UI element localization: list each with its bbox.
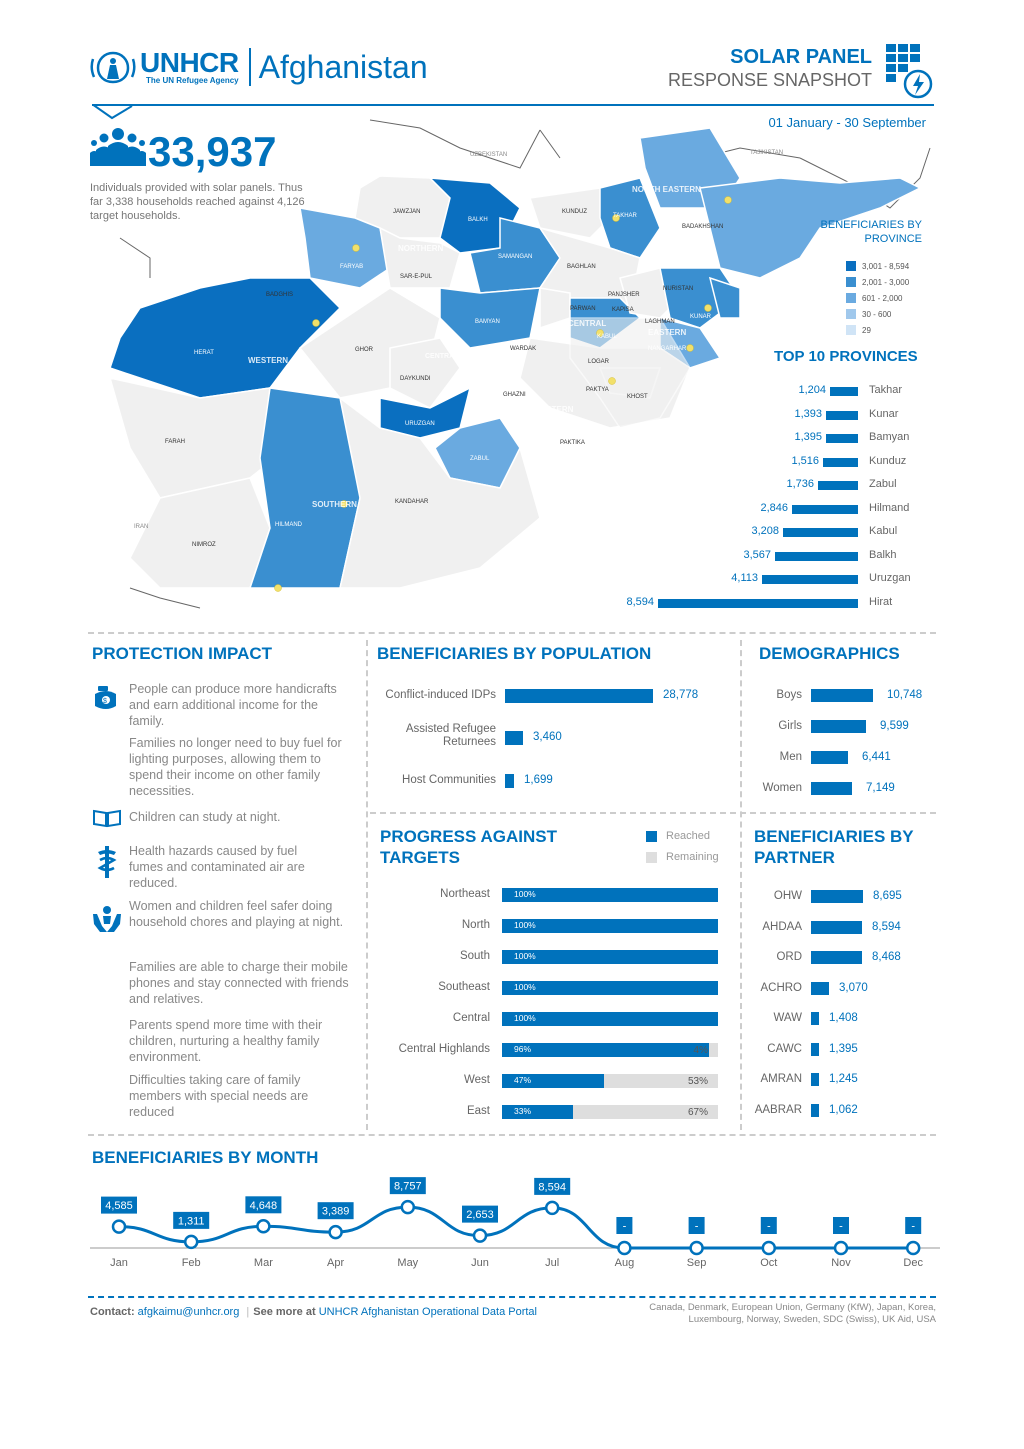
svg-text:$: $	[103, 698, 107, 705]
org-name: UNHCR	[140, 46, 239, 78]
province-label: HILMAND	[275, 522, 303, 528]
impact-text: Health hazards caused by fuel fumes and contaminated air are reduced.	[129, 844, 305, 890]
month-point	[907, 1242, 919, 1254]
top10-bar	[775, 552, 858, 561]
population-label: Host Communities	[402, 774, 496, 786]
top10-name: Hirat	[869, 595, 893, 608]
top10-name: Takhar	[869, 384, 903, 396]
legend-item	[846, 322, 909, 338]
province-label: BALKH	[468, 217, 488, 223]
legend-swatch	[846, 293, 856, 303]
top10-name: Hilmand	[869, 501, 910, 514]
progress-reached-label: 100%	[514, 951, 536, 961]
section-divider	[370, 812, 936, 814]
partner-label: ACHRO	[760, 981, 802, 994]
org-subtitle: The UN Refugee Agency	[146, 75, 239, 85]
country-label: IRAN	[134, 524, 149, 530]
partner-bar	[811, 1012, 819, 1025]
top10-bar	[826, 411, 858, 420]
impact-text: Difficulties taking care of family members with special needs are reduced	[129, 1073, 309, 1119]
progress-remaining-label: 67%	[687, 1107, 708, 1118]
region-label: SOUTH EASTERN	[505, 405, 574, 414]
top10-bar	[762, 575, 858, 584]
partner-value: 8,594	[872, 920, 901, 933]
progress-track	[502, 1105, 718, 1119]
top10-value: 1,395	[794, 431, 822, 443]
region-label: SOUTHERN	[312, 500, 357, 509]
progress-track	[502, 981, 718, 995]
province-label: BADAKHSHAN	[682, 224, 724, 230]
impact-text: People can produce more handicrafts and earn additional income for the family.	[129, 682, 337, 728]
month-point	[185, 1236, 197, 1248]
top10-value: 2,846	[760, 501, 788, 514]
map-legend-title: BENEFICIARIES BY PROVINCE	[820, 219, 922, 245]
month-tick-label: Feb	[181, 1257, 201, 1269]
province-label: NURISTAN	[663, 286, 694, 292]
demographics-bar	[811, 782, 852, 795]
progress-reached-label: 33%	[514, 1106, 532, 1116]
protection-hands-icon	[92, 904, 122, 932]
data-portal-link[interactable]: UNHCR Afghanistan Operational Data Portal	[318, 1306, 537, 1318]
impact-text: Children can study at night.	[129, 810, 281, 824]
month-tick-label: Jun	[471, 1257, 489, 1269]
progress-label: West	[464, 1074, 490, 1086]
partner-label: AABRAR	[754, 1103, 802, 1116]
top10-value: 3,567	[743, 548, 771, 561]
population-value: 28,778	[663, 689, 699, 701]
province-label: DAYKUNDI	[400, 376, 431, 382]
contact-email-link[interactable]: afgkaimu@unhcr.org	[137, 1306, 240, 1318]
population-bar	[505, 689, 653, 703]
month-point	[113, 1221, 125, 1233]
legend-remaining	[646, 851, 719, 863]
region-label: NORTH EASTERN	[632, 185, 701, 194]
progress-track	[502, 1043, 718, 1057]
top10-bar	[830, 387, 858, 396]
partner-label: AMRAN	[760, 1073, 802, 1085]
partner-value: 1,245	[829, 1073, 858, 1085]
report-title: SOLAR PANEL	[730, 46, 872, 68]
partner-bar	[811, 890, 863, 903]
legend-label: 601 - 2,000	[862, 293, 903, 303]
month-point	[835, 1242, 847, 1254]
progress-track	[502, 919, 718, 933]
top10-bar	[783, 528, 858, 537]
population-value: 1,699	[524, 774, 553, 786]
progress-reached-label: 100%	[514, 920, 536, 930]
province-label: WARDAK	[510, 346, 537, 352]
month-value-label: -	[766, 1220, 771, 1233]
province-label: BAMYAN	[475, 319, 500, 325]
partner-bar	[811, 921, 862, 934]
month-value-label: 8,757	[394, 1180, 422, 1193]
province-label: LOGAR	[588, 359, 610, 365]
province-label: SAMANGAN	[498, 254, 533, 260]
month-tick-label: Oct	[760, 1257, 778, 1269]
unhcr-logo	[90, 48, 428, 86]
month-tick-label: Apr	[327, 1257, 345, 1269]
solar-panel-icon	[882, 42, 936, 102]
legend-label: Remaining	[666, 851, 719, 863]
legend-label: Reached	[666, 830, 711, 842]
month-value-label: -	[622, 1220, 627, 1233]
partner-value: 8,468	[872, 951, 901, 963]
legend-item	[846, 306, 909, 322]
province-label: NIMROZ	[192, 542, 216, 548]
month-tick-label: Jul	[545, 1257, 560, 1269]
province-label: JAWZJAN	[393, 209, 421, 215]
province-label: HERAT	[194, 350, 214, 356]
month-point	[257, 1220, 269, 1232]
province-label: GHOR	[355, 347, 373, 353]
top10-name: Balkh	[869, 548, 897, 561]
month-tick-label: Dec	[903, 1257, 923, 1269]
impact-text: Families are able to charge their mobile phones and stay connected with friends and relatives.	[129, 960, 349, 1006]
demographics-label: Girls	[778, 720, 802, 732]
top10-value: 1,393	[794, 407, 822, 420]
month-value-label: 2,653	[466, 1209, 494, 1222]
unhcr-emblem-icon	[90, 49, 136, 85]
legend-label: 3,001 - 8,594	[862, 261, 910, 271]
top10-value: 4,113	[731, 572, 758, 584]
month-tick-label: May	[397, 1257, 419, 1269]
map-legend	[846, 258, 909, 338]
province-label: KHOST	[627, 394, 648, 400]
month-series-line	[119, 1207, 916, 1248]
province-label: BAGHLAN	[567, 264, 596, 270]
month-point	[691, 1242, 703, 1254]
progress-label: North	[461, 919, 490, 931]
top10-name: Kunduz	[869, 454, 907, 467]
legend-swatch	[846, 309, 856, 319]
progress-track	[502, 888, 718, 902]
top10-value: 1,516	[791, 454, 819, 467]
legend-swatch	[846, 325, 856, 335]
province-label: NANGARHAR	[648, 346, 687, 352]
month-value-label: 1,311	[177, 1215, 205, 1228]
total-beneficiaries: 33,937	[148, 128, 277, 175]
month-value-label: 4,585	[105, 1200, 133, 1213]
legend-item	[846, 274, 909, 290]
column-divider	[740, 640, 742, 1130]
month-point	[330, 1226, 342, 1238]
legend-reached	[646, 830, 710, 842]
impact-text: Families no longer need to buy fuel for lighting purposes, allowing them to spend their income on other family necessities.	[129, 736, 342, 798]
province-label: PARWAN	[570, 306, 596, 312]
demographics-value: 7,149	[866, 782, 895, 794]
province-label: KUNAR	[690, 314, 712, 320]
province-label: KAPISA	[612, 307, 634, 313]
top10-name: Bamyan	[869, 431, 910, 443]
province-label: GHAZNI	[503, 392, 526, 398]
legend-swatch	[646, 852, 657, 863]
population-title: BENEFICIARIES BY POPULATION	[377, 644, 652, 663]
province-label: BADGHIS	[266, 292, 294, 298]
province-label: KUNDUZ	[562, 209, 587, 215]
progress-fill	[502, 1105, 573, 1119]
footer-divider	[88, 1296, 936, 1298]
demographics-bar	[811, 751, 848, 764]
partner-value: 1,062	[829, 1103, 858, 1116]
demographics-bar	[811, 689, 873, 702]
progress-remaining-label: 53%	[687, 1076, 708, 1087]
top10-bar	[658, 599, 858, 608]
province-label: ZABUL	[470, 456, 490, 462]
month-tick-label: Jan	[110, 1257, 128, 1269]
top10-bar	[792, 505, 858, 514]
month-value-label: -	[839, 1220, 843, 1233]
top10-bar	[823, 458, 858, 467]
section-divider	[88, 1134, 936, 1136]
more-label: See more at	[253, 1306, 316, 1318]
partner-label: OHW	[773, 890, 802, 902]
top10-name: Uruzgan	[869, 572, 911, 584]
month-tick-label: Mar	[253, 1257, 273, 1269]
reporting-period: 01 January - 30 September	[768, 115, 926, 130]
book-icon	[92, 808, 122, 828]
legend-item	[846, 290, 909, 306]
donors-list: Canada, Denmark, European Union, Germany (KfW), Japan, Korea, Luxembourg, Norway, Sweden, SDC (Swiss), UK Aid, USA	[649, 1302, 936, 1325]
partner-bar	[811, 1104, 819, 1117]
province-label: FARAH	[165, 439, 186, 445]
month-point	[546, 1202, 558, 1214]
region-label: CENTRAL	[568, 319, 607, 328]
top10-value: 1,204	[798, 384, 826, 396]
province-label: LAGHMAN	[645, 319, 675, 325]
impact-text: Parents spend more time with their children, nurturing a healthy family environment.	[129, 1018, 323, 1064]
region-label: CENTRAL HIGHLANDS	[425, 353, 502, 360]
month-value-label: 8,594	[538, 1181, 566, 1194]
impact-text: Women and children feel safer doing household chores and playing at night.	[129, 899, 344, 929]
top10-value: 3,208	[751, 525, 779, 537]
legend-label: 30 - 600	[862, 309, 892, 319]
region-label: EASTERN	[648, 328, 687, 337]
province-label: URUZGAN	[405, 421, 435, 427]
demographics-bar	[811, 720, 866, 733]
country-label: TAJIKISTAN	[750, 150, 784, 156]
month-tick-label: Nov	[831, 1257, 851, 1269]
partner-value: 1,408	[829, 1012, 858, 1024]
partner-value: 1,395	[829, 1042, 858, 1055]
demographics-label: Women	[762, 782, 802, 794]
month-value-label: -	[911, 1220, 916, 1233]
partner-value: 8,695	[873, 890, 902, 902]
month-tick-label: Sep	[686, 1257, 707, 1269]
province-label: FARYAB	[340, 264, 364, 270]
province-label: TAKHAR	[613, 213, 637, 219]
month-chart-title: BENEFICIARIES BY MONTH	[92, 1148, 319, 1167]
legend-swatch	[846, 261, 856, 271]
population-bar	[505, 774, 514, 788]
province-label: KANDAHAR	[395, 499, 429, 505]
month-point	[474, 1230, 486, 1242]
province-label: KABUL	[597, 334, 617, 340]
partner-value: 3,070	[839, 981, 868, 994]
progress-track	[502, 1074, 718, 1088]
protection-title: PROTECTION IMPACT	[92, 644, 273, 663]
month-value-label: 4,648	[249, 1199, 278, 1212]
province-label: PAKTYA	[586, 387, 609, 393]
month-point	[618, 1242, 630, 1254]
demographics-value: 10,748	[887, 689, 923, 701]
province-label: PANJSHER	[608, 292, 640, 298]
demographics-value: 9,599	[880, 720, 909, 732]
demographics-value: 6,441	[862, 751, 891, 763]
handicraft-icon	[92, 684, 120, 712]
top10-bar	[818, 481, 858, 490]
top10-bar	[826, 434, 858, 443]
month-point	[763, 1242, 775, 1254]
month-line-chart	[0, 1170, 1024, 1280]
progress-reached-label: 100%	[514, 1013, 536, 1023]
population-label: Conflict-induced IDPs	[385, 689, 496, 701]
partner-label: CAWC	[767, 1042, 802, 1055]
partner-label: WAW	[773, 1012, 802, 1024]
legend-swatch	[646, 831, 657, 842]
partner-bar	[811, 1073, 819, 1086]
progress-title: PROGRESS AGAINST TARGETS	[380, 827, 557, 867]
top10-title: TOP 10 PROVINCES	[774, 348, 918, 365]
population-bar	[505, 731, 523, 745]
month-value-label: -	[694, 1220, 699, 1233]
month-value-label: 3,389	[321, 1205, 350, 1218]
progress-label: Southeast	[438, 981, 490, 993]
progress-reached-label: 100%	[514, 889, 536, 899]
partner-bar	[811, 951, 862, 964]
progress-track	[502, 950, 718, 964]
region-label: WESTERN	[248, 356, 288, 365]
progress-reached-label: 47%	[514, 1075, 532, 1085]
partner-bar	[811, 1043, 819, 1056]
progress-label: Northeast	[440, 888, 490, 900]
progress-track	[502, 1012, 718, 1026]
afghanistan-map	[100, 118, 940, 618]
demographics-label: Boys	[776, 689, 802, 701]
population-value: 3,460	[533, 731, 562, 743]
province-label: PAKTIKA	[560, 440, 585, 446]
month-point	[402, 1201, 414, 1213]
province-label: SAR-E-PUL	[400, 274, 433, 280]
partners-title: BENEFICIARIES BY PARTNER	[754, 827, 914, 867]
report-subtitle: RESPONSE SNAPSHOT	[667, 70, 872, 90]
progress-remaining-label: 4%	[693, 1045, 708, 1056]
region-label: NORTHERN	[398, 244, 444, 253]
top10-name: Zabul	[869, 478, 897, 490]
partner-bar	[811, 982, 829, 995]
contact-label: Contact:	[90, 1306, 135, 1318]
top10-name: Kunar	[869, 407, 899, 420]
section-divider	[88, 632, 936, 634]
demographics-title: DEMOGRAPHICS	[759, 644, 900, 663]
partner-label: ORD	[776, 951, 802, 963]
country-title: Afghanistan	[249, 48, 428, 86]
progress-label: South	[459, 950, 490, 962]
partner-label: AHDAA	[762, 920, 802, 933]
column-divider	[366, 640, 368, 1130]
demographics-label: Men	[779, 751, 802, 763]
country-label: UZBEKISTAN	[470, 152, 508, 158]
top10-name: Kabul	[869, 525, 898, 537]
footer-contact: Contact: afgkaimu@unhcr.org | See more at UNHCR Afghanistan Operational Data Portal	[90, 1306, 537, 1318]
population-label: Assisted Refugee Returnees	[405, 723, 496, 748]
progress-reached-label: 100%	[514, 982, 536, 992]
summary-description: Individuals provided with solar panels. Thus far 3,338 households reached against 4,126 target households.	[90, 182, 305, 222]
month-tick-label: Aug	[614, 1257, 635, 1269]
legend-swatch	[846, 277, 856, 287]
progress-label: Central	[452, 1012, 490, 1024]
top10-value: 8,594	[626, 595, 654, 608]
legend-label: 2,001 - 3,000	[862, 277, 910, 287]
legend-label: 29	[862, 325, 871, 335]
health-icon	[94, 846, 120, 878]
progress-label: Central Highlands	[398, 1043, 490, 1055]
progress-label: East	[466, 1105, 490, 1117]
legend-item	[846, 258, 909, 274]
progress-reached-label: 96%	[514, 1044, 532, 1054]
top10-value: 1,736	[786, 478, 814, 490]
progress-fill	[502, 1043, 709, 1057]
